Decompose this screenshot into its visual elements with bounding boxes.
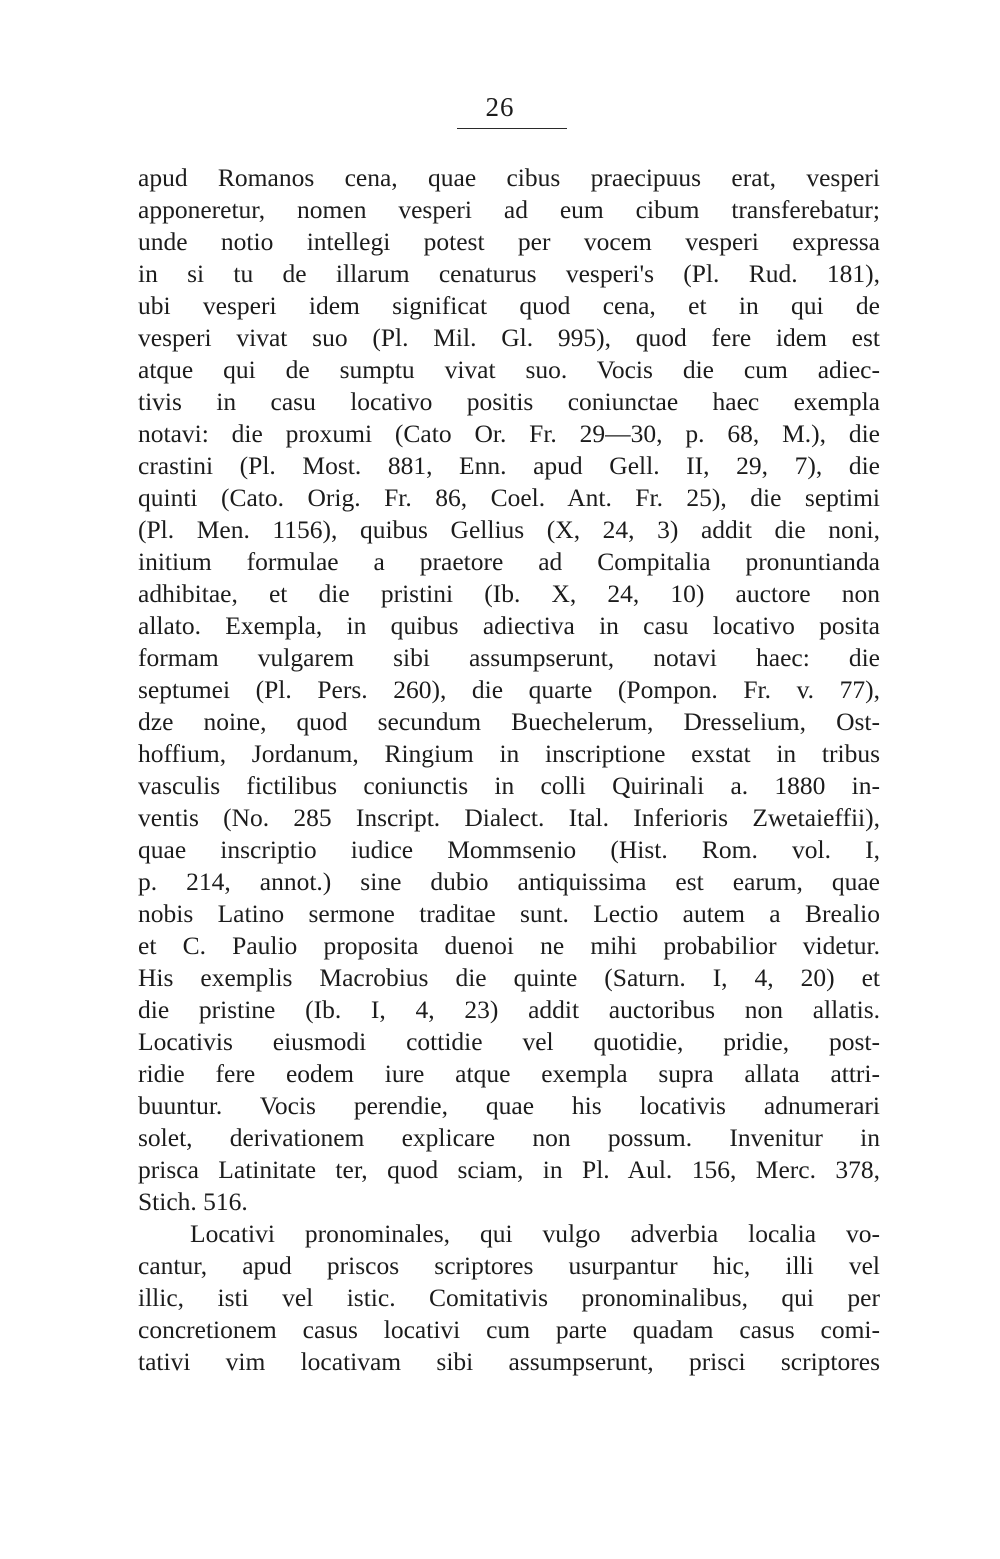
text-line: concretionem casus locativi cum parte quadam casus comi-	[138, 1315, 880, 1344]
text-line: notavi: die proxumi (Cato Or. Fr. 29—30, p. 68, M.), die	[138, 419, 880, 448]
body-text	[138, 162, 880, 1378]
text-line: Locativis eiusmodi cottidie vel quotidie, pridie, post-	[138, 1027, 880, 1056]
text-line: cantur, apud priscos scriptores usurpantur hic, illi vel	[138, 1251, 880, 1280]
text-line: ubi vesperi idem significat quod cena, et in qui de	[138, 291, 880, 320]
text-line: in si tu de illarum cenaturus vesperi's (Pl. Rud. 181),	[138, 259, 880, 288]
text-line: formam vulgarem sibi assumpserunt, notavi haec: die	[138, 643, 880, 672]
text-line: Locativi pronominales, qui vulgo adverbia localia vo-	[190, 1219, 880, 1248]
text-line: unde notio intellegi potest per vocem vesperi expressa	[138, 227, 880, 256]
text-line: buuntur. Vocis perendie, quae his locativis adnumerari	[138, 1091, 880, 1120]
text-line: et C. Paulio proposita duenoi ne mihi probabilior videtur.	[138, 931, 880, 960]
text-line: tivis in casu locativo positis coniunctae haec exempla	[138, 387, 880, 416]
paragraph-2	[138, 1218, 880, 1378]
page-number: 26	[485, 92, 515, 122]
text-line: quae inscriptio iudice Mommsenio (Hist. Rom. vol. I,	[138, 835, 880, 864]
text-line: ventis (No. 285 Inscript. Dialect. Ital. Inferioris Zwetaieffii),	[138, 803, 880, 832]
text-line: (Pl. Men. 1156), quibus Gellius (X, 24, 3) addit die noni,	[138, 515, 880, 544]
text-line: tativi vim locativam sibi assumpserunt, prisci scriptores	[138, 1347, 880, 1376]
text-line: illic, isti vel istic. Comitativis pronominalibus, qui per	[138, 1283, 880, 1312]
text-line: p. 214, annot.) sine dubio antiquissima est earum, quae	[138, 867, 880, 896]
text-line: vesperi vivat suo (Pl. Mil. Gl. 995), quod fere idem est	[138, 323, 880, 352]
text-line: die pristine (Ib. I, 4, 23) addit auctoribus non allatis.	[138, 995, 880, 1024]
text-line: Stich. 516.	[138, 1187, 248, 1216]
text-line: hoffium, Jordanum, Ringium in inscriptione exstat in tribus	[138, 739, 880, 768]
text-line: septumei (Pl. Pers. 260), die quarte (Pompon. Fr. v. 77),	[138, 675, 880, 704]
text-line: quinti (Cato. Orig. Fr. 86, Coel. Ant. Fr. 25), die septimi	[138, 483, 880, 512]
text-line: adhibitae, et die pristini (Ib. X, 24, 10) auctore non	[138, 579, 880, 608]
text-line: nobis Latino sermone traditae sunt. Lectio autem a Brealio	[138, 899, 880, 928]
text-line: His exemplis Macrobius die quinte (Saturn. I, 4, 20) et	[138, 963, 880, 992]
text-line: apud Romanos cena, quae cibus praecipuus erat, vesperi	[138, 163, 880, 192]
text-line: allato. Exempla, in quibus adiectiva in casu locativo posita	[138, 611, 880, 640]
text-line: prisca Latinitate ter, quod sciam, in Pl. Aul. 156, Merc. 378,	[138, 1155, 880, 1184]
text-line: dze noine, quod secundum Buechelerum, Dresselium, Ost-	[138, 707, 880, 736]
text-line: ridie fere eodem iure atque exempla supra allata attri-	[138, 1059, 880, 1088]
header-rule	[457, 128, 567, 129]
paragraph-1	[138, 162, 880, 1218]
text-line: solet, derivationem explicare non possum. Invenitur in	[138, 1123, 880, 1152]
text-line: apponeretur, nomen vesperi ad eum cibum transferebatur;	[138, 195, 880, 224]
text-line: atque qui de sumptu vivat suo. Vocis die cum adiec-	[138, 355, 880, 384]
text-line: initium formulae a praetore ad Compitalia pronuntianda	[138, 547, 880, 576]
text-line: vasculis fictilibus coniunctis in colli Quirinali a. 1880 in-	[138, 771, 880, 800]
text-line: crastini (Pl. Most. 881, Enn. apud Gell. II, 29, 7), die	[138, 451, 880, 480]
